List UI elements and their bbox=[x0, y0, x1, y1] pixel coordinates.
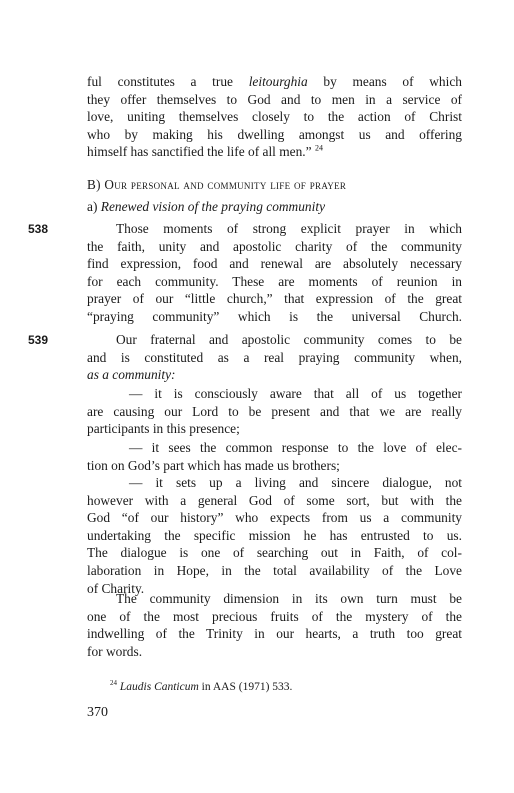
text-line: ful constitutes a true leitourghia by means of which bbox=[87, 74, 462, 89]
footnote bbox=[110, 679, 292, 693]
text-line: tion on God’s part which has made us brothers; bbox=[87, 457, 340, 473]
text-line: and is constituted as a real praying community when, bbox=[87, 349, 462, 365]
paragraph-538 bbox=[87, 220, 462, 326]
text-line: however with a general God of some sort, but with the bbox=[87, 492, 462, 508]
text-line: are causing our Lord to be present and that we are really bbox=[87, 403, 462, 419]
text-line: undertaking the specific mission he has entrusted to us. bbox=[87, 527, 462, 543]
text-line: Our fraternal and apostolic community comes to be bbox=[116, 332, 462, 347]
text-line: love, uniting themselves closely to the action of Christ bbox=[87, 109, 462, 125]
text-line: one of the most precious fruits of the mystery of the bbox=[87, 608, 462, 624]
paragraph-539 bbox=[87, 331, 462, 384]
text-line: “praying community” which is the universal Church. bbox=[87, 308, 462, 324]
subsection-heading: a) Renewed vision of the praying community bbox=[87, 199, 326, 214]
text-line: — it sees the common response to the love of elec- bbox=[129, 440, 462, 455]
text-line: The community dimension in its own turn must be bbox=[116, 591, 462, 606]
list-item bbox=[87, 439, 462, 474]
text-line: The dialogue is one of searching out in Faith, of col- bbox=[87, 545, 462, 561]
text-line: participants in this presence; bbox=[87, 421, 240, 437]
section-heading: B) Our personal and community life of prayer bbox=[87, 177, 347, 192]
text-line: — it is consciously aware that all of us together bbox=[129, 386, 462, 401]
list-item bbox=[87, 385, 462, 438]
text-line: of Charity. bbox=[87, 580, 145, 596]
margin-number-539: 539 bbox=[28, 333, 49, 347]
text-line: prayer of our “little church,” that expression of the great bbox=[87, 291, 462, 307]
footnote-ref: 24 bbox=[314, 143, 323, 153]
footnote-number: 24 bbox=[110, 679, 117, 687]
margin-number-538: 538 bbox=[28, 222, 49, 236]
text-line: indwelling of the Trinity in our hearts, a truth too great bbox=[87, 626, 462, 642]
text-line: the faith, unity and apostolic charity of the community bbox=[87, 238, 462, 254]
text-line: find expression, food and renewal are absolutely necessary bbox=[87, 256, 462, 272]
text-line: Those moments of strong explicit prayer in which bbox=[116, 221, 462, 236]
text-line: laboration in Hope, in the total availability of the Love bbox=[87, 562, 462, 578]
text-line: — it sets up a living and sincere dialogue, not bbox=[129, 475, 462, 490]
text-line: they offer themselves to God and to men in a service of bbox=[87, 91, 462, 107]
text-line: for each community. These are moments of reunion in bbox=[87, 273, 462, 289]
page-number: 370 bbox=[87, 705, 108, 720]
footnote-title: Laudis Canticum bbox=[119, 680, 199, 693]
list-item bbox=[87, 474, 462, 597]
text-line: as a community: bbox=[87, 367, 176, 383]
text-line: who by making his dwelling amongst us and offering bbox=[87, 126, 462, 142]
footnote-citation: in AAS (1971) 533. bbox=[198, 680, 293, 693]
text-line: himself has sanctified the life of all men.” $^{24}$ bbox=[87, 143, 323, 160]
text-line: God “of our history” who expects from us a community bbox=[87, 510, 462, 526]
final-paragraph bbox=[87, 590, 462, 660]
continuation-paragraph bbox=[87, 73, 462, 161]
text-line: for words. bbox=[87, 643, 143, 659]
